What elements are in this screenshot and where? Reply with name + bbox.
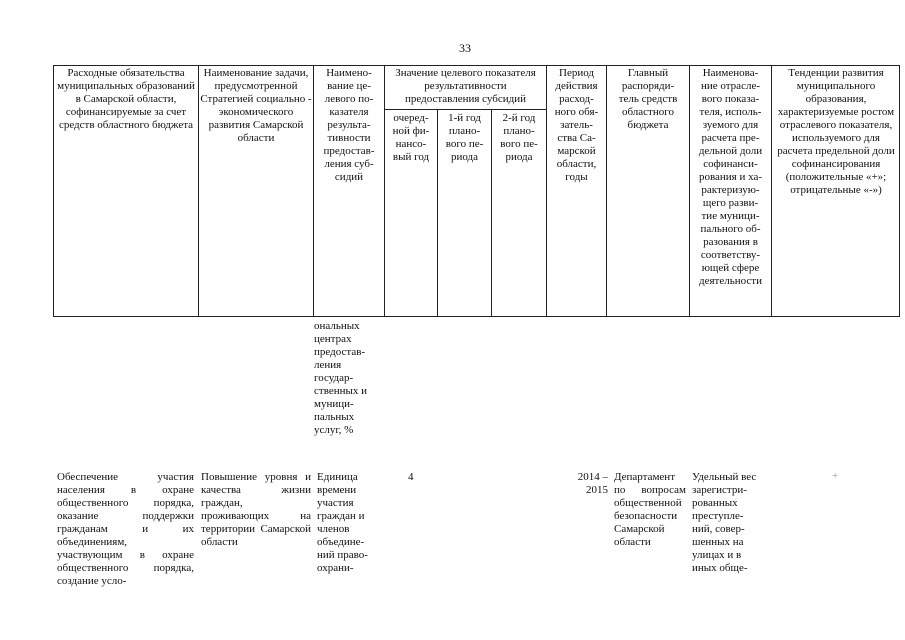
row-sector-indicator: Удельный вес зарегистри- рованных преступле- ний, совер- шенных на улицах и в иных обще- <box>692 471 757 574</box>
header-table <box>53 65 900 317</box>
row-period: 2014 – 2015 <box>577 471 608 496</box>
col-sep <box>313 65 314 317</box>
row-trend: + <box>832 470 839 482</box>
header-col-obligations: Расходные обязательства муниципальных образований в Самарской области, софинансируемые за счет средств областного бюджета <box>57 67 195 131</box>
header-col-period: Период действия расход- ного обя- затель- ства Са- марской области, годы <box>554 67 599 183</box>
row-indicator: Единица времени участия граждан и членов объедине- ний право- охрани- <box>317 471 368 574</box>
header-sub-current-year: очеред- ной фи- нансо- вый год <box>392 112 430 163</box>
row-task: Повышение уровня и качества жизни граждан, проживающих на территории Самарской области <box>201 471 311 548</box>
header-col-administrator: Главный распоряди- тель средств областного бюджета <box>618 67 678 131</box>
header-col-indicator: Наимено- вание це- левого по- казателя результа- тивности предостав- ления суб- сидий <box>323 67 375 183</box>
header-sub-plan-year-2: 2-й год плано- вого пе- риода <box>500 112 538 163</box>
col-sep <box>771 65 772 317</box>
row-obligation: Обеспечение участия населения в охране общественного порядка, оказание поддержки гражданам и их объединениям, участвующим в охране общественного порядка, создание усло- <box>57 471 194 587</box>
group-sep <box>384 109 546 110</box>
col-sep <box>198 65 199 317</box>
header-col-task: Наименование задачи, предусмотренной Стратегией социально - экономического развития Самарской области <box>200 67 312 144</box>
col-sep <box>384 65 385 317</box>
header-sub-plan-year-1: 1-й год плано- вого пе- риода <box>445 112 484 163</box>
page-number: 33 <box>459 41 471 55</box>
header-col-target-values: Значение целевого показателя результативности предоставления субсидий <box>395 67 536 105</box>
header-col-trends: Тенденции развития муниципального образования, характеризуемые ростом отраслевого показателя, используемого для расчета предельной доли софинансирования (положительные «+»; отрицательные «-») <box>777 67 895 196</box>
continuation-text: ональных центрах предостав- ления государ- ственных и муници- пальных услуг, % <box>314 320 368 436</box>
row-value-current-year: 4 <box>408 471 414 483</box>
header-col-sector-indicator: Наименова- ние отрасле- вого показа- теля, исполь- зуемого для расчета пре- дельной доли софинанси- рования и ха- рактеризую- щего разви- тие муници- пального об- разования в соответству- ющей сфере деятельности <box>698 67 763 287</box>
row-administrator: Департамент по вопросам общественной безопасности Самарской области <box>614 471 686 548</box>
